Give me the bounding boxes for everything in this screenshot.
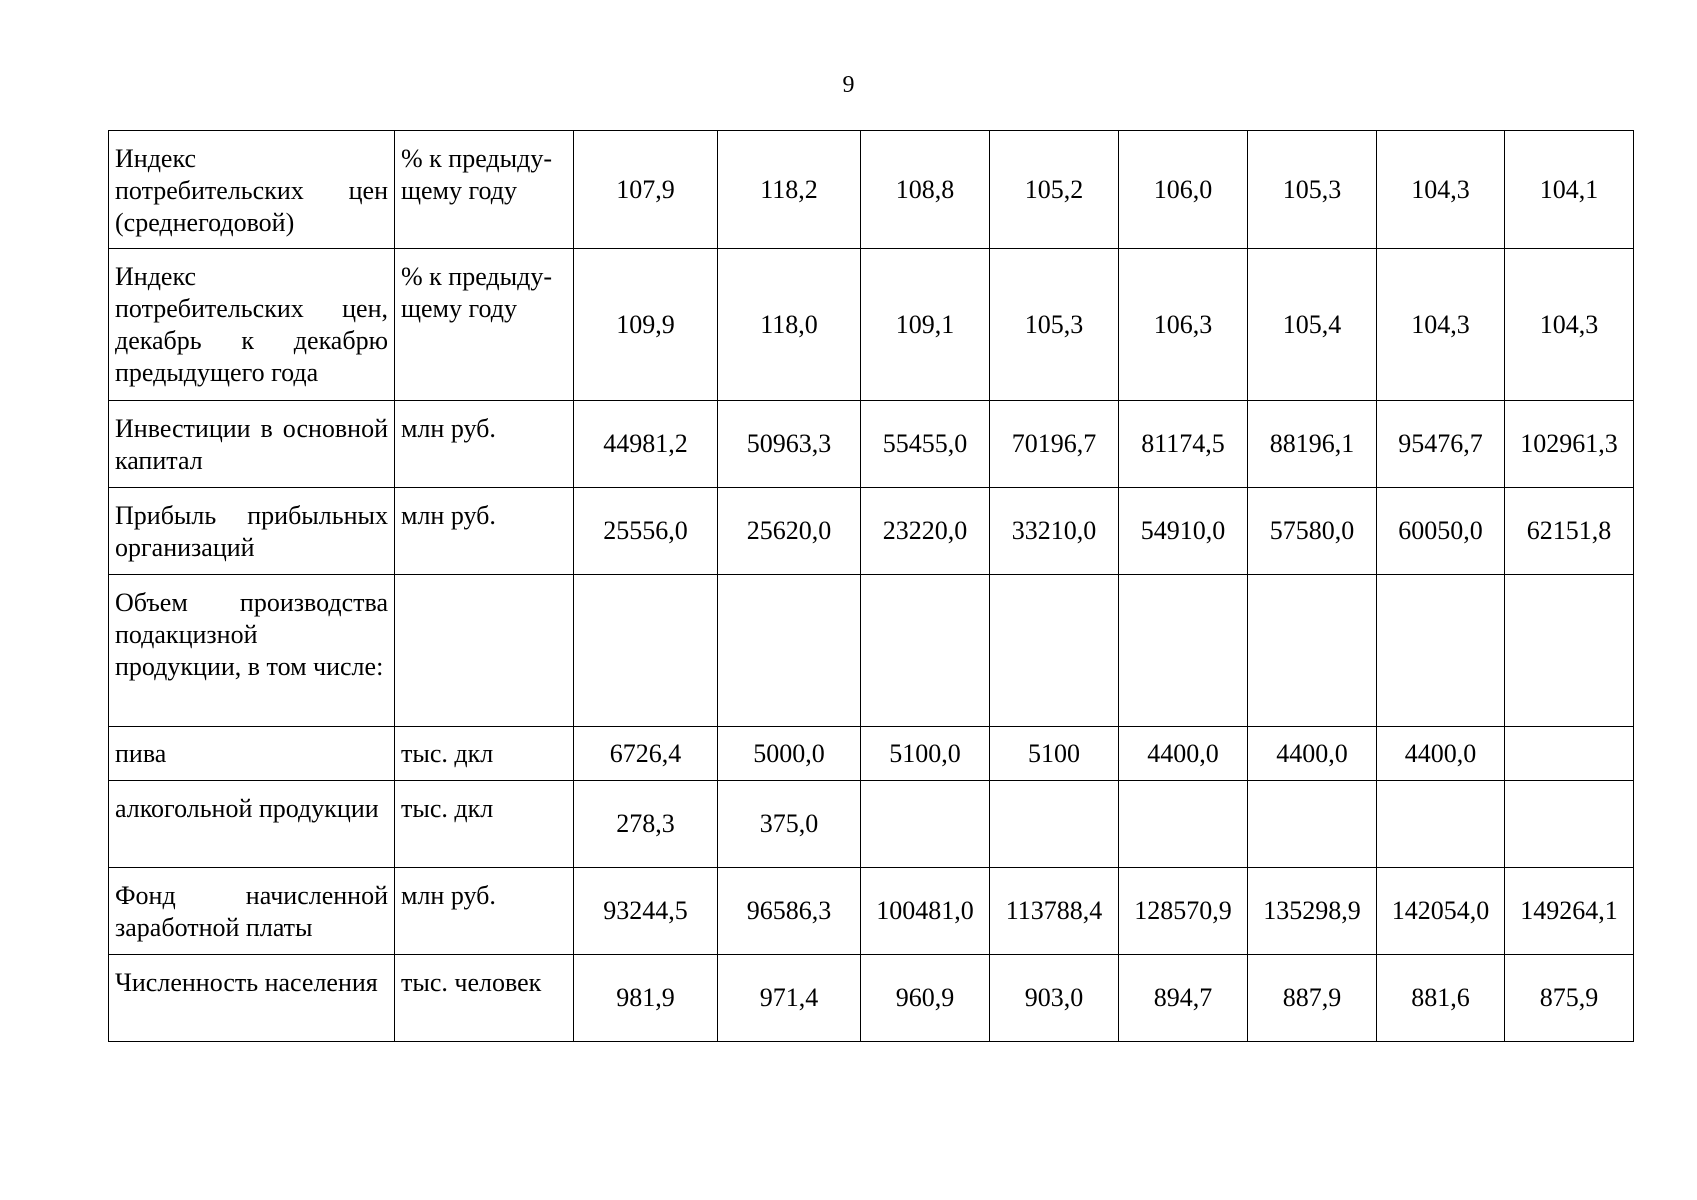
unit-cell: млн руб. bbox=[395, 868, 574, 955]
page-number: 9 bbox=[842, 72, 855, 98]
value-cell: 54910,0 bbox=[1119, 488, 1248, 575]
value-cell: 128570,9 bbox=[1119, 868, 1248, 955]
value-cell bbox=[990, 781, 1119, 868]
value-cell: 109,1 bbox=[861, 249, 990, 401]
value-cell: 104,3 bbox=[1377, 249, 1505, 401]
value-cell: 102961,3 bbox=[1505, 401, 1634, 488]
value-cell: 25556,0 bbox=[574, 488, 718, 575]
value-cell: 118,2 bbox=[718, 131, 861, 249]
value-cell: 104,3 bbox=[1377, 131, 1505, 249]
value-cell: 5100 bbox=[990, 727, 1119, 781]
indicators-table bbox=[108, 130, 1634, 1042]
value-cell: 118,0 bbox=[718, 249, 861, 401]
indicator-name: Индекс потребительских цен, декабрь к декабрю предыдущего года bbox=[109, 249, 395, 401]
value-cell: 894,7 bbox=[1119, 955, 1248, 1042]
value-cell: 903,0 bbox=[990, 955, 1119, 1042]
value-cell: 109,9 bbox=[574, 249, 718, 401]
table-body bbox=[109, 131, 1634, 1042]
value-cell: 104,3 bbox=[1505, 249, 1634, 401]
value-cell bbox=[1248, 575, 1377, 727]
indicator-name: Инвестиции в основной капитал bbox=[109, 401, 395, 488]
value-cell: 57580,0 bbox=[1248, 488, 1377, 575]
table-row bbox=[109, 575, 1634, 727]
value-cell: 5100,0 bbox=[861, 727, 990, 781]
table-row bbox=[109, 401, 1634, 488]
value-cell: 44981,2 bbox=[574, 401, 718, 488]
value-cell bbox=[861, 575, 990, 727]
value-cell: 4400,0 bbox=[1377, 727, 1505, 781]
value-cell: 107,9 bbox=[574, 131, 718, 249]
value-cell bbox=[1505, 781, 1634, 868]
table-row bbox=[109, 955, 1634, 1042]
table-row bbox=[109, 868, 1634, 955]
table-row bbox=[109, 781, 1634, 868]
indicator-name: Объем производства подакцизной продукции, в том числе: bbox=[109, 575, 395, 727]
value-cell: 113788,4 bbox=[990, 868, 1119, 955]
value-cell: 6726,4 bbox=[574, 727, 718, 781]
value-cell: 95476,7 bbox=[1377, 401, 1505, 488]
unit-cell: тыс. дкл bbox=[395, 781, 574, 868]
value-cell: 33210,0 bbox=[990, 488, 1119, 575]
value-cell: 23220,0 bbox=[861, 488, 990, 575]
value-cell bbox=[1377, 575, 1505, 727]
value-cell: 88196,1 bbox=[1248, 401, 1377, 488]
indicator-name: Прибыль прибыльных организаций bbox=[109, 488, 395, 575]
value-cell bbox=[1505, 727, 1634, 781]
value-cell bbox=[990, 575, 1119, 727]
value-cell bbox=[1248, 781, 1377, 868]
value-cell: 105,2 bbox=[990, 131, 1119, 249]
unit-cell: тыс. человек bbox=[395, 955, 574, 1042]
value-cell: 105,3 bbox=[1248, 131, 1377, 249]
value-cell: 4400,0 bbox=[1248, 727, 1377, 781]
value-cell: 881,6 bbox=[1377, 955, 1505, 1042]
value-cell: 25620,0 bbox=[718, 488, 861, 575]
indicator-name: Фонд начисленной заработной платы bbox=[109, 868, 395, 955]
unit-cell: % к предыду-щему году bbox=[395, 131, 574, 249]
value-cell: 81174,5 bbox=[1119, 401, 1248, 488]
value-cell bbox=[1377, 781, 1505, 868]
table-row bbox=[109, 249, 1634, 401]
value-cell: 149264,1 bbox=[1505, 868, 1634, 955]
value-cell: 887,9 bbox=[1248, 955, 1377, 1042]
value-cell: 55455,0 bbox=[861, 401, 990, 488]
indicator-name: пива bbox=[109, 727, 395, 781]
value-cell: 106,3 bbox=[1119, 249, 1248, 401]
unit-cell: тыс. дкл bbox=[395, 727, 574, 781]
value-cell bbox=[718, 575, 861, 727]
unit-cell: млн руб. bbox=[395, 401, 574, 488]
value-cell bbox=[861, 781, 990, 868]
table-row bbox=[109, 131, 1634, 249]
value-cell bbox=[1119, 575, 1248, 727]
unit-cell: % к предыду-щему году bbox=[395, 249, 574, 401]
value-cell: 96586,3 bbox=[718, 868, 861, 955]
value-cell: 971,4 bbox=[718, 955, 861, 1042]
value-cell: 5000,0 bbox=[718, 727, 861, 781]
value-cell: 375,0 bbox=[718, 781, 861, 868]
indicator-name: Численность населения bbox=[109, 955, 395, 1042]
value-cell: 875,9 bbox=[1505, 955, 1634, 1042]
value-cell: 93244,5 bbox=[574, 868, 718, 955]
value-cell: 108,8 bbox=[861, 131, 990, 249]
table-row bbox=[109, 727, 1634, 781]
value-cell: 142054,0 bbox=[1377, 868, 1505, 955]
value-cell bbox=[1119, 781, 1248, 868]
value-cell: 106,0 bbox=[1119, 131, 1248, 249]
value-cell: 278,3 bbox=[574, 781, 718, 868]
value-cell: 70196,7 bbox=[990, 401, 1119, 488]
value-cell bbox=[1505, 575, 1634, 727]
indicator-name: Индекс потребительских цен (среднегодовой) bbox=[109, 131, 395, 249]
value-cell: 105,3 bbox=[990, 249, 1119, 401]
value-cell: 105,4 bbox=[1248, 249, 1377, 401]
value-cell: 100481,0 bbox=[861, 868, 990, 955]
value-cell: 62151,8 bbox=[1505, 488, 1634, 575]
value-cell: 104,1 bbox=[1505, 131, 1634, 249]
unit-cell: млн руб. bbox=[395, 488, 574, 575]
table-row bbox=[109, 488, 1634, 575]
value-cell: 960,9 bbox=[861, 955, 990, 1042]
value-cell bbox=[574, 575, 718, 727]
value-cell: 4400,0 bbox=[1119, 727, 1248, 781]
value-cell: 60050,0 bbox=[1377, 488, 1505, 575]
value-cell: 135298,9 bbox=[1248, 868, 1377, 955]
unit-cell bbox=[395, 575, 574, 727]
value-cell: 981,9 bbox=[574, 955, 718, 1042]
value-cell: 50963,3 bbox=[718, 401, 861, 488]
indicator-name: алкогольной продукции bbox=[109, 781, 395, 868]
